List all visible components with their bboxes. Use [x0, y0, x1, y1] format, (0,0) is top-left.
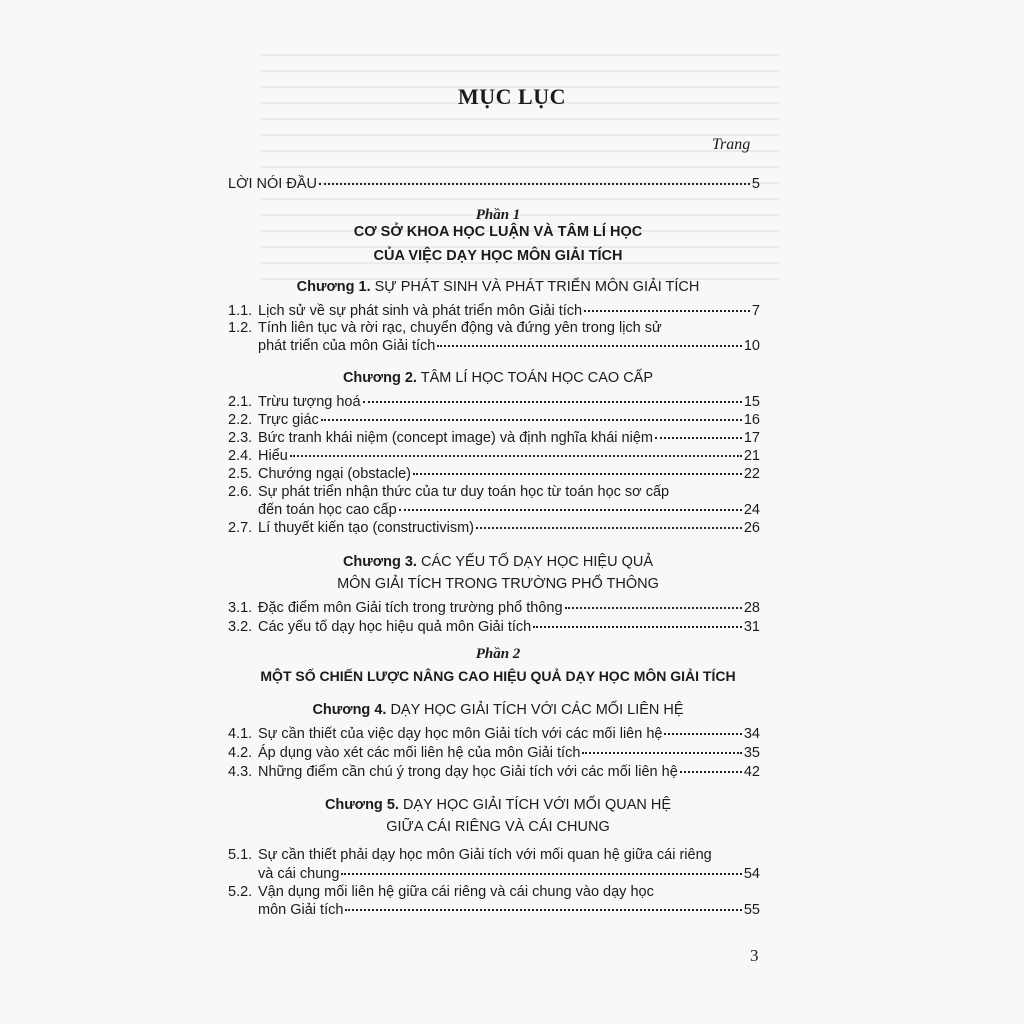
toc-entry-continuation [258, 902, 760, 918]
toc-entry-number: 1.1. [228, 303, 253, 319]
chapter-heading [228, 370, 768, 386]
bleed-through-texture [260, 40, 780, 280]
toc-entry-number: 4.2. [228, 745, 253, 761]
toc-entry-continuation [258, 502, 760, 518]
toc-entry-text: Các yếu tố dạy học hiệu quả môn Giải tích [258, 619, 532, 635]
part-title-line: CƠ SỞ KHOA HỌC LUẬN VÀ TÂM LÍ HỌC [353, 224, 643, 240]
toc-entry-text: Đặc điểm môn Giải tích trong trường phổ thông [258, 600, 563, 616]
toc-entry-text: Tính liên tục và rời rạc, chuyển động và đứng yên trong lịch sử [258, 320, 662, 336]
toc-entry-text: Hiểu [258, 448, 288, 464]
chapter-heading [228, 702, 768, 718]
toc-entry-text-continued: đến toán học cao cấp [258, 502, 397, 518]
toc-page-number: 55 [743, 902, 760, 918]
toc-page-number: 35 [743, 745, 760, 761]
chapter-title: CÁC YẾU TỐ DẠY HỌC HIỆU QUẢ [420, 554, 654, 570]
toc-entry-number: 1.2. [228, 320, 253, 336]
toc-entry-number: 2.6. [228, 484, 253, 500]
toc-page-number: 16 [743, 412, 760, 428]
toc-entry-text: Những điểm cần chú ý trong dạy học Giải tích với các mối liên hệ [258, 764, 678, 780]
toc-entry-text: LỜI NÓI ĐẦU [228, 176, 317, 192]
toc-entry-preface [228, 176, 760, 192]
dot-leader [341, 873, 741, 875]
toc-page-number: 10 [743, 338, 760, 354]
chapter-title: SỰ PHÁT SINH VÀ PHÁT TRIỂN MÔN GIẢI TÍCH [374, 279, 700, 295]
toc-page-number: 31 [743, 619, 760, 635]
chapter-title-line: GIỮA CÁI RIÊNG VÀ CÁI CHUNG [386, 819, 610, 835]
dot-leader [345, 909, 741, 911]
toc-page-number: 26 [743, 520, 760, 536]
toc-entry-number: 4.1. [228, 726, 253, 742]
chapter-label: Chương 1. [296, 279, 371, 295]
toc-entry-continuation [258, 866, 760, 882]
toc-page-number: 24 [743, 502, 760, 518]
page-column-label: Trang [712, 136, 751, 153]
chapter-title-line: MÔN GIẢI TÍCH TRONG TRƯỜNG PHỔ THÔNG [337, 576, 659, 592]
toc-entry-number: 2.5. [228, 466, 253, 482]
dot-leader [319, 183, 750, 185]
toc-entry [228, 619, 760, 635]
chapter-label: Chương 5. [324, 797, 399, 813]
toc-entry-number: 2.3. [228, 430, 253, 446]
toc-page-number: 15 [743, 394, 760, 410]
dot-leader [655, 437, 742, 439]
toc-entry-number: 3.2. [228, 619, 253, 635]
dot-leader [399, 509, 742, 511]
toc-entry-text-continued: môn Giải tích [258, 902, 344, 918]
toc-entry [228, 412, 760, 428]
toc-page-number: 28 [743, 600, 760, 616]
toc-entry [228, 430, 760, 446]
chapter-heading [228, 554, 768, 570]
toc-entry-number: 5.1. [228, 847, 253, 863]
toc-entry-text-continued: và cái chung [258, 866, 340, 882]
dot-leader [664, 733, 741, 735]
toc-entry-text: Trừu tượng hoá [258, 394, 361, 410]
dot-leader [476, 527, 742, 529]
toc-page-number: 17 [743, 430, 760, 446]
toc-entry-text: Áp dụng vào xét các mối liên hệ của môn Giải tích [258, 745, 581, 761]
dot-leader [582, 752, 741, 754]
toc-entry-text: Lịch sử về sự phát sinh và phát triển môn Giải tích [258, 303, 583, 319]
toc-page-number: 54 [743, 866, 760, 882]
toc-entry [228, 320, 662, 336]
toc-entry-number: 5.2. [228, 884, 253, 900]
toc-entry-text: Vận dụng mối liên hệ giữa cái riêng và cái chung vào dạy học [258, 884, 654, 900]
toc-entry [228, 394, 760, 410]
toc-entry-text: Sự cần thiết của việc dạy học môn Giải tích với các mối liên hệ [258, 726, 663, 742]
toc-entry [228, 520, 760, 536]
toc-entry [228, 303, 760, 319]
toc-entry-number: 3.1. [228, 600, 253, 616]
part-label: Phần 1 [475, 207, 521, 223]
toc-entry-text: Bức tranh khái niệm (concept image) và định nghĩa khái niệm [258, 430, 653, 446]
page-title: MỤC LỤC [458, 84, 566, 109]
toc-entry-number: 2.1. [228, 394, 253, 410]
toc-entry [228, 764, 760, 780]
toc-page-number: 22 [743, 466, 760, 482]
chapter-heading [228, 797, 768, 813]
toc-entry-number: 2.7. [228, 520, 253, 536]
dot-leader [363, 401, 742, 403]
toc-entry-text: Trực giác [258, 412, 319, 428]
dot-leader [321, 419, 742, 421]
toc-page-number: 34 [743, 726, 760, 742]
chapter-label: Chương 3. [342, 554, 417, 570]
toc-page-number: 21 [743, 448, 760, 464]
page-number-footer: 3 [750, 946, 759, 965]
toc-entry-text: Sự cần thiết phải dạy học môn Giải tích với mối quan hệ giữa cái riêng [258, 847, 712, 863]
toc-entry [228, 726, 760, 742]
chapter-title: DẠY HỌC GIẢI TÍCH VỚI MỐI QUAN HỆ [402, 797, 672, 813]
dot-leader [584, 310, 750, 312]
part-title-line: CỦA VIỆC DẠY HỌC MÔN GIẢI TÍCH [373, 248, 623, 264]
toc-page-number: 7 [751, 303, 760, 319]
toc-entry [228, 884, 654, 900]
toc-entry [228, 466, 760, 482]
toc-entry [228, 847, 712, 863]
toc-entry [228, 745, 760, 761]
toc-entry-number: 2.2. [228, 412, 253, 428]
toc-entry-text: Sự phát triển nhận thức của tư duy toán học từ toán học sơ cấp [258, 484, 670, 500]
part-label: Phần 2 [475, 646, 521, 662]
toc-entry-text: Lí thuyết kiến tạo (constructivism) [258, 520, 474, 536]
dot-leader [680, 771, 742, 773]
dot-leader [533, 626, 742, 628]
toc-page-number: 42 [743, 764, 760, 780]
dot-leader [437, 345, 742, 347]
dot-leader [413, 473, 742, 475]
toc-entry [228, 448, 760, 464]
toc-entry-number: 4.3. [228, 764, 253, 780]
toc-entry [228, 600, 760, 616]
dot-leader [290, 455, 742, 457]
toc-entry-text-continued: phát triển của môn Giải tích [258, 338, 436, 354]
part-title-line: MỘT SỐ CHIẾN LƯỢC NÂNG CAO HIỆU QUẢ DẠY HỌC MÔN GIẢI TÍCH [260, 668, 736, 684]
toc-entry [228, 484, 669, 500]
chapter-heading [228, 279, 768, 295]
toc-entry-continuation [258, 338, 760, 354]
chapter-title: TÂM LÍ HỌC TOÁN HỌC CAO CẤP [420, 370, 654, 386]
toc-entry-number: 2.4. [228, 448, 253, 464]
toc-entry-text: Chướng ngại (obstacle) [258, 466, 412, 482]
chapter-label: Chương 2. [342, 370, 417, 386]
dot-leader [565, 607, 742, 609]
toc-page-number: 5 [751, 176, 760, 192]
chapter-title: DẠY HỌC GIẢI TÍCH VỚI CÁC MỐI LIÊN HỆ [390, 702, 684, 718]
chapter-label: Chương 4. [312, 702, 387, 718]
